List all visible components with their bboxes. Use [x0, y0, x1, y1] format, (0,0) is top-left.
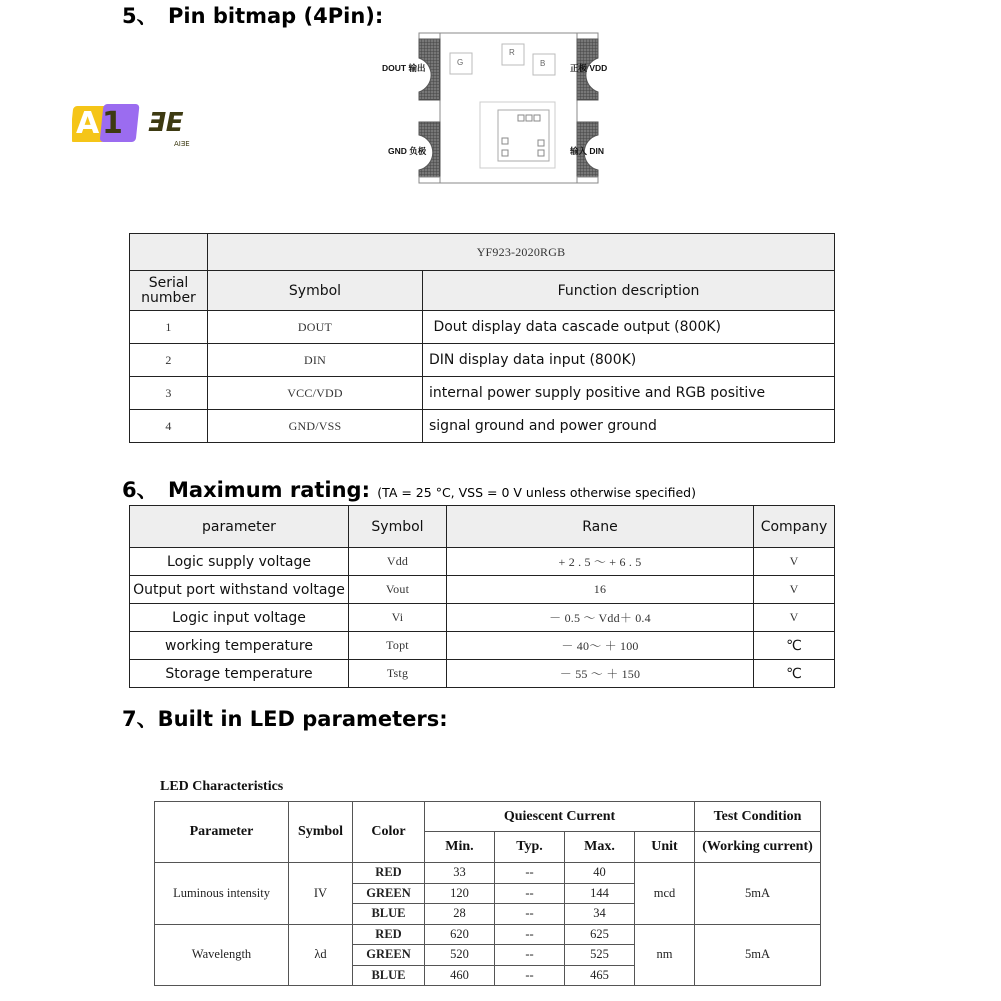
parameter-cell: Logic input voltage — [130, 604, 349, 632]
led-package-drawing — [370, 30, 630, 190]
max-cell: 34 — [565, 904, 635, 925]
header-parameter: Parameter — [155, 802, 289, 863]
min-cell: 620 — [425, 924, 495, 945]
parameter-cell: Wavelength — [155, 924, 289, 986]
parameter-cell: Logic supply voltage — [130, 548, 349, 576]
chip-g-label: G — [457, 58, 464, 67]
pin-function-table — [129, 233, 835, 443]
section-subtitle: (TA = 25 °C, VSS = 0 V unless otherwise specified) — [377, 485, 696, 500]
symbol-cell: λd — [289, 924, 353, 986]
unit-cell: V — [754, 604, 835, 632]
min-cell: 520 — [425, 945, 495, 966]
section-title: Pin bitmap (4Pin): — [168, 4, 384, 28]
section-title: Built in LED parameters: — [157, 707, 448, 731]
table-row — [155, 924, 821, 945]
brand-logo — [72, 100, 202, 152]
table-row — [130, 377, 835, 410]
symbol-cell: Topt — [349, 632, 447, 660]
header-serial-number — [130, 271, 208, 311]
section-number: 6、 — [122, 478, 158, 502]
table-row — [130, 548, 835, 576]
table-corner-cell — [130, 234, 208, 271]
logo-letters-ee: ƎE — [148, 108, 184, 138]
pin-label-din: 输入 DIN — [570, 146, 605, 156]
unit-cell: ℃ — [754, 632, 835, 660]
header-company: Company — [754, 506, 835, 548]
section-number: 5、 — [122, 4, 158, 28]
table-row — [130, 576, 835, 604]
max-cell: 465 — [565, 965, 635, 986]
unit-cell: V — [754, 548, 835, 576]
typ-cell: -- — [495, 924, 565, 945]
function-cell: Dout display data cascade output (800K) — [423, 311, 835, 344]
typ-cell: -- — [495, 883, 565, 904]
typ-cell: -- — [495, 904, 565, 925]
max-cell: 144 — [565, 883, 635, 904]
header-min: Min. — [425, 832, 495, 863]
min-cell: 120 — [425, 883, 495, 904]
pin-label-gnd: GND 负极 — [388, 146, 427, 156]
symbol-cell: IV — [289, 863, 353, 925]
max-cell: 525 — [565, 945, 635, 966]
table-row — [130, 311, 835, 344]
header-typ: Typ. — [495, 832, 565, 863]
range-cell: 16 — [447, 576, 754, 604]
min-cell: 28 — [425, 904, 495, 925]
min-cell: 460 — [425, 965, 495, 986]
header-range: Rane — [447, 506, 754, 548]
unit-cell: V — [754, 576, 835, 604]
table-row — [130, 344, 835, 377]
section-number: 7、 — [122, 707, 158, 731]
symbol-cell: DOUT — [208, 311, 423, 344]
symbol-cell: Vi — [349, 604, 447, 632]
min-cell: 33 — [425, 863, 495, 884]
section-7-heading — [122, 703, 448, 733]
parameter-cell: Luminous intensity — [155, 863, 289, 925]
typ-cell: -- — [495, 965, 565, 986]
pin-label-dout: DOUT 输出 — [382, 63, 426, 73]
table-row — [130, 410, 835, 443]
header-quiescent-current: Quiescent Current — [425, 802, 695, 832]
function-cell: signal ground and power ground — [423, 410, 835, 443]
max-cell: 40 — [565, 863, 635, 884]
serial-cell: 1 — [130, 311, 208, 344]
header-serial-line2: number — [141, 289, 196, 306]
color-cell-green: GREEN — [353, 945, 425, 966]
unit-cell: ℃ — [754, 660, 835, 688]
header-test-condition: Test Condition — [695, 802, 821, 832]
parameter-cell: Output port withstand voltage — [130, 576, 349, 604]
max-cell: 625 — [565, 924, 635, 945]
header-function-description: Function description — [423, 271, 835, 311]
header-symbol: Symbol — [208, 271, 423, 311]
test-condition-cell: 5mA — [695, 863, 821, 925]
symbol-cell: Vdd — [349, 548, 447, 576]
color-cell-red: RED — [353, 924, 425, 945]
color-cell-blue: BLUE — [353, 965, 425, 986]
section-title: Maximum rating: — [168, 478, 370, 502]
serial-cell: 3 — [130, 377, 208, 410]
table-row — [130, 660, 835, 688]
unit-cell: nm — [635, 924, 695, 986]
logo-letter-a: A — [76, 106, 100, 141]
serial-cell: 4 — [130, 410, 208, 443]
function-cell: internal power supply positive and RGB positive — [423, 377, 835, 410]
symbol-cell: DIN — [208, 344, 423, 377]
header-symbol: Symbol — [349, 506, 447, 548]
function-cell: DIN display data input (800K) — [423, 344, 835, 377]
led-table-caption: LED Characteristics — [160, 779, 284, 794]
section-5-heading — [122, 0, 383, 30]
symbol-cell: GND/VSS — [208, 410, 423, 443]
led-characteristics-table — [154, 801, 821, 986]
color-cell-green: GREEN — [353, 883, 425, 904]
symbol-cell: Vout — [349, 576, 447, 604]
color-cell-red: RED — [353, 863, 425, 884]
test-condition-cell: 5mA — [695, 924, 821, 986]
maximum-rating-table — [129, 505, 835, 688]
symbol-cell: Tstg — [349, 660, 447, 688]
chip-r-label: R — [509, 48, 515, 57]
parameter-cell: working temperature — [130, 632, 349, 660]
typ-cell: -- — [495, 863, 565, 884]
table-row — [130, 604, 835, 632]
logo-subtext: AIƎE — [174, 140, 190, 148]
range-cell: － 0.5 ～ Vdd＋ 0.4 — [447, 604, 754, 632]
unit-cell: mcd — [635, 863, 695, 925]
symbol-cell: VCC/VDD — [208, 377, 423, 410]
table-row — [155, 863, 821, 884]
pin-label-vdd: 正极 VDD — [570, 63, 608, 73]
typ-cell: -- — [495, 945, 565, 966]
header-unit: Unit — [635, 832, 695, 863]
pin-diagram — [370, 30, 630, 190]
table-row — [130, 632, 835, 660]
model-name: YF923-2020RGB — [208, 234, 835, 271]
parameter-cell: Storage temperature — [130, 660, 349, 688]
chip-b-label: B — [540, 59, 546, 68]
section-6-heading — [122, 474, 696, 504]
range-cell: － 40～ ＋ 100 — [447, 632, 754, 660]
serial-cell: 2 — [130, 344, 208, 377]
header-max: Max. — [565, 832, 635, 863]
header-color: Color — [353, 802, 425, 863]
header-parameter: parameter — [130, 506, 349, 548]
logo-letter-1: 1 — [102, 106, 123, 141]
header-serial-line1: Serial — [148, 274, 189, 291]
range-cell: + 2 . 5 ～ + 6 . 5 — [447, 548, 754, 576]
header-working-current: (Working current) — [695, 832, 821, 863]
range-cell: － 55 ～ ＋ 150 — [447, 660, 754, 688]
color-cell-blue: BLUE — [353, 904, 425, 925]
header-symbol: Symbol — [289, 802, 353, 863]
